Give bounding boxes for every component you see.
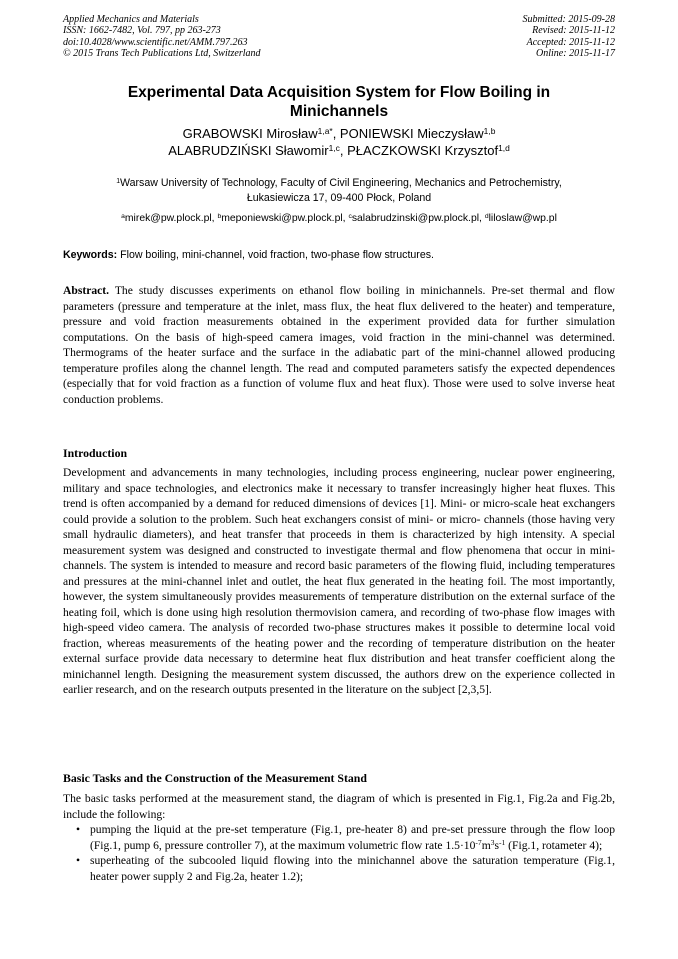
abstract bbox=[63, 283, 615, 407]
introduction-paragraph: Development and advancements in many technologies, including process engineering, nuclear power engineering, military and space technologies, and electronics make it necessary to transfer increasingly higher heat fluxes. This trend is often accompanied by a demand for reduced dimensions of devices [1]. Mini- or micro-scale heat exchangers could provide a solution to the problem. Such heat exchangers consist of mini- or micro- channels (those having very small hydraulic diameters), and heat transfer that proceeds in them is characterized by high intensity. A special measurement system was designed and constructed to investigate thermal and flow phenomena that occur in mini-channels. The system is intended to measure and record basic parameters of the flowing fluid, including temperatures and pressures at the mini-channel inlet and outlet, the heat flux generated in the heating foil. The most importantly, however, the system simultaneously provides measurements of temperature distribution on the external surface of the heating foil, which is done using high resolution thermovision camera, and recording of two-phase flow images with high-speed video camera. The analysis of recorded two-phase structures makes it possible to determine local void fraction, whereas measurements of the heating power and the recording of temperature distribution on the heater external surface provide data necessary to determine heat flux distribution and heat transfer coefficient along the minichannel length. Designing the measurement system discussed, the authors drew on the experience collected in earlier research, and on the research outputs presented in the literature on the subject [2,3,5]. bbox=[63, 466, 615, 696]
exponent: -1 bbox=[499, 838, 506, 848]
email-link[interactable]: meponiewski@pw.plock.pl bbox=[221, 213, 343, 224]
email-link[interactable]: salabrudzinski@pw.plock.pl bbox=[351, 213, 480, 224]
basic-tasks-section bbox=[63, 791, 615, 884]
affiliation-line: Łukasiewicza 17, 09-400 Płock, Poland bbox=[246, 191, 432, 204]
journal-header-left bbox=[63, 14, 261, 59]
accepted-date: Accepted: 2015-11-12 bbox=[526, 36, 615, 48]
abstract-label: Abstract. bbox=[63, 284, 110, 297]
author-emails bbox=[30, 212, 648, 226]
bullet-icon: • bbox=[76, 854, 81, 867]
exponent: 3 bbox=[490, 838, 495, 848]
task-list-item bbox=[63, 822, 615, 853]
paper-title: Experimental Data Acquisition System for Flow Boiling in Minichannels bbox=[127, 84, 551, 120]
email-sup: a bbox=[121, 212, 125, 220]
online-date: Online: 2015-11-17 bbox=[536, 47, 615, 59]
affiliation-sup: 1 bbox=[116, 177, 121, 185]
email-separator: , bbox=[479, 213, 485, 224]
journal-name: Applied Mechanics and Materials bbox=[63, 14, 199, 25]
submitted-date: Submitted: 2015-09-28 bbox=[522, 14, 615, 25]
email-sup: d bbox=[484, 212, 489, 220]
email-separator: , bbox=[211, 213, 218, 224]
email-sup: c bbox=[348, 212, 352, 220]
affiliation-line: Warsaw University of Technology, Faculty of Civil Engineering, Mechanics and Petrochemistry, bbox=[120, 177, 562, 189]
keywords-text: Flow boiling, mini-channel, void fraction, two-phase flow structures. bbox=[117, 249, 434, 261]
author-name: GRABOWSKI Mirosław bbox=[182, 126, 318, 141]
copyright-line: © 2015 Trans Tech Publications Ltd, Switzerland bbox=[63, 47, 261, 59]
keywords-label: Keywords: bbox=[63, 249, 118, 261]
affiliation bbox=[40, 176, 638, 205]
doi-line: doi:10.4028/www.scientific.net/AMM.797.263 bbox=[63, 36, 248, 48]
revised-date: Revised: 2015-11-12 bbox=[532, 25, 615, 37]
task-text: pumping the liquid at the pre-set temperature (Fig.1, pre-heater 8) and pre-set pressure through the flow loop (Fig.1, pump 6, pressure controller 7), at the maximum volumetric flow rate 1.5·10 bbox=[90, 823, 615, 852]
task-text: (Fig.1, rotameter 4); bbox=[505, 838, 603, 852]
section-heading-introduction: Introduction bbox=[63, 446, 128, 460]
email-separator: , bbox=[342, 213, 349, 224]
author-separator: , bbox=[332, 126, 340, 141]
task-list bbox=[63, 822, 615, 884]
author-affil-sup: 1,b bbox=[483, 126, 496, 137]
author-name: PONIEWSKI Mieczysław bbox=[339, 126, 484, 141]
author-affil-sup: 1,a* bbox=[317, 126, 333, 137]
section-heading-basic-tasks: Basic Tasks and the Construction of the Measurement Stand bbox=[63, 771, 367, 785]
email-link[interactable]: mirek@pw.plock.pl bbox=[124, 213, 212, 224]
email-sup: b bbox=[217, 212, 222, 220]
abstract-text: The study discusses experiments on ethanol flow boiling in minichannels. Pre-set thermal and flow parameters (pressure and temperature at the inlet, mass flux, the heat flux delivered to the heater) and temperature, pressure and void fraction measurements obtained in the experiment provided data for further simulation computations. On the basis of high-speed camera images, void fraction in the mini-channel was determined. Thermograms of the heater surface and the surface in the adiabatic part of the mini-channel allowed producing temperature profiles along the channel length. The read and computed parameters satisfy the expected dependences (especially that for void fraction as a function of volume flux and heat flux). Those were used to solve inverse heat conduction problems. bbox=[63, 284, 615, 406]
author-name: ALABRUDZIŃSKI Sławomir bbox=[168, 143, 329, 158]
author-affil-sup: 1,d bbox=[498, 143, 510, 154]
issn-line: ISSN: 1662-7482, Vol. 797, pp 263-273 bbox=[63, 25, 221, 37]
keywords bbox=[63, 248, 615, 262]
journal-header-right bbox=[523, 14, 616, 59]
basic-tasks-intro: The basic tasks performed at the measurement stand, the diagram of which is presented in Fig.1, Fig.2a and Fig.2b, include the following: bbox=[63, 792, 615, 821]
unit-text: s bbox=[494, 838, 499, 852]
author-name: PŁACZKOWSKI Krzysztof bbox=[347, 143, 499, 158]
author-affil-sup: 1,c bbox=[328, 143, 340, 154]
exponent: -7 bbox=[475, 838, 482, 848]
email-link[interactable]: liloslaw@wp.pl bbox=[488, 213, 557, 224]
task-list-item bbox=[63, 853, 615, 884]
author-separator: , bbox=[339, 143, 348, 158]
task-text: superheating of the subcooled liquid flowing into the minichannel above the saturation temperature (Fig.1, heater power supply 2 and Fig.2a, heater 1.2); bbox=[90, 854, 615, 883]
bullet-icon: • bbox=[76, 823, 81, 836]
unit-text: m bbox=[481, 838, 491, 852]
author-list bbox=[40, 125, 638, 159]
